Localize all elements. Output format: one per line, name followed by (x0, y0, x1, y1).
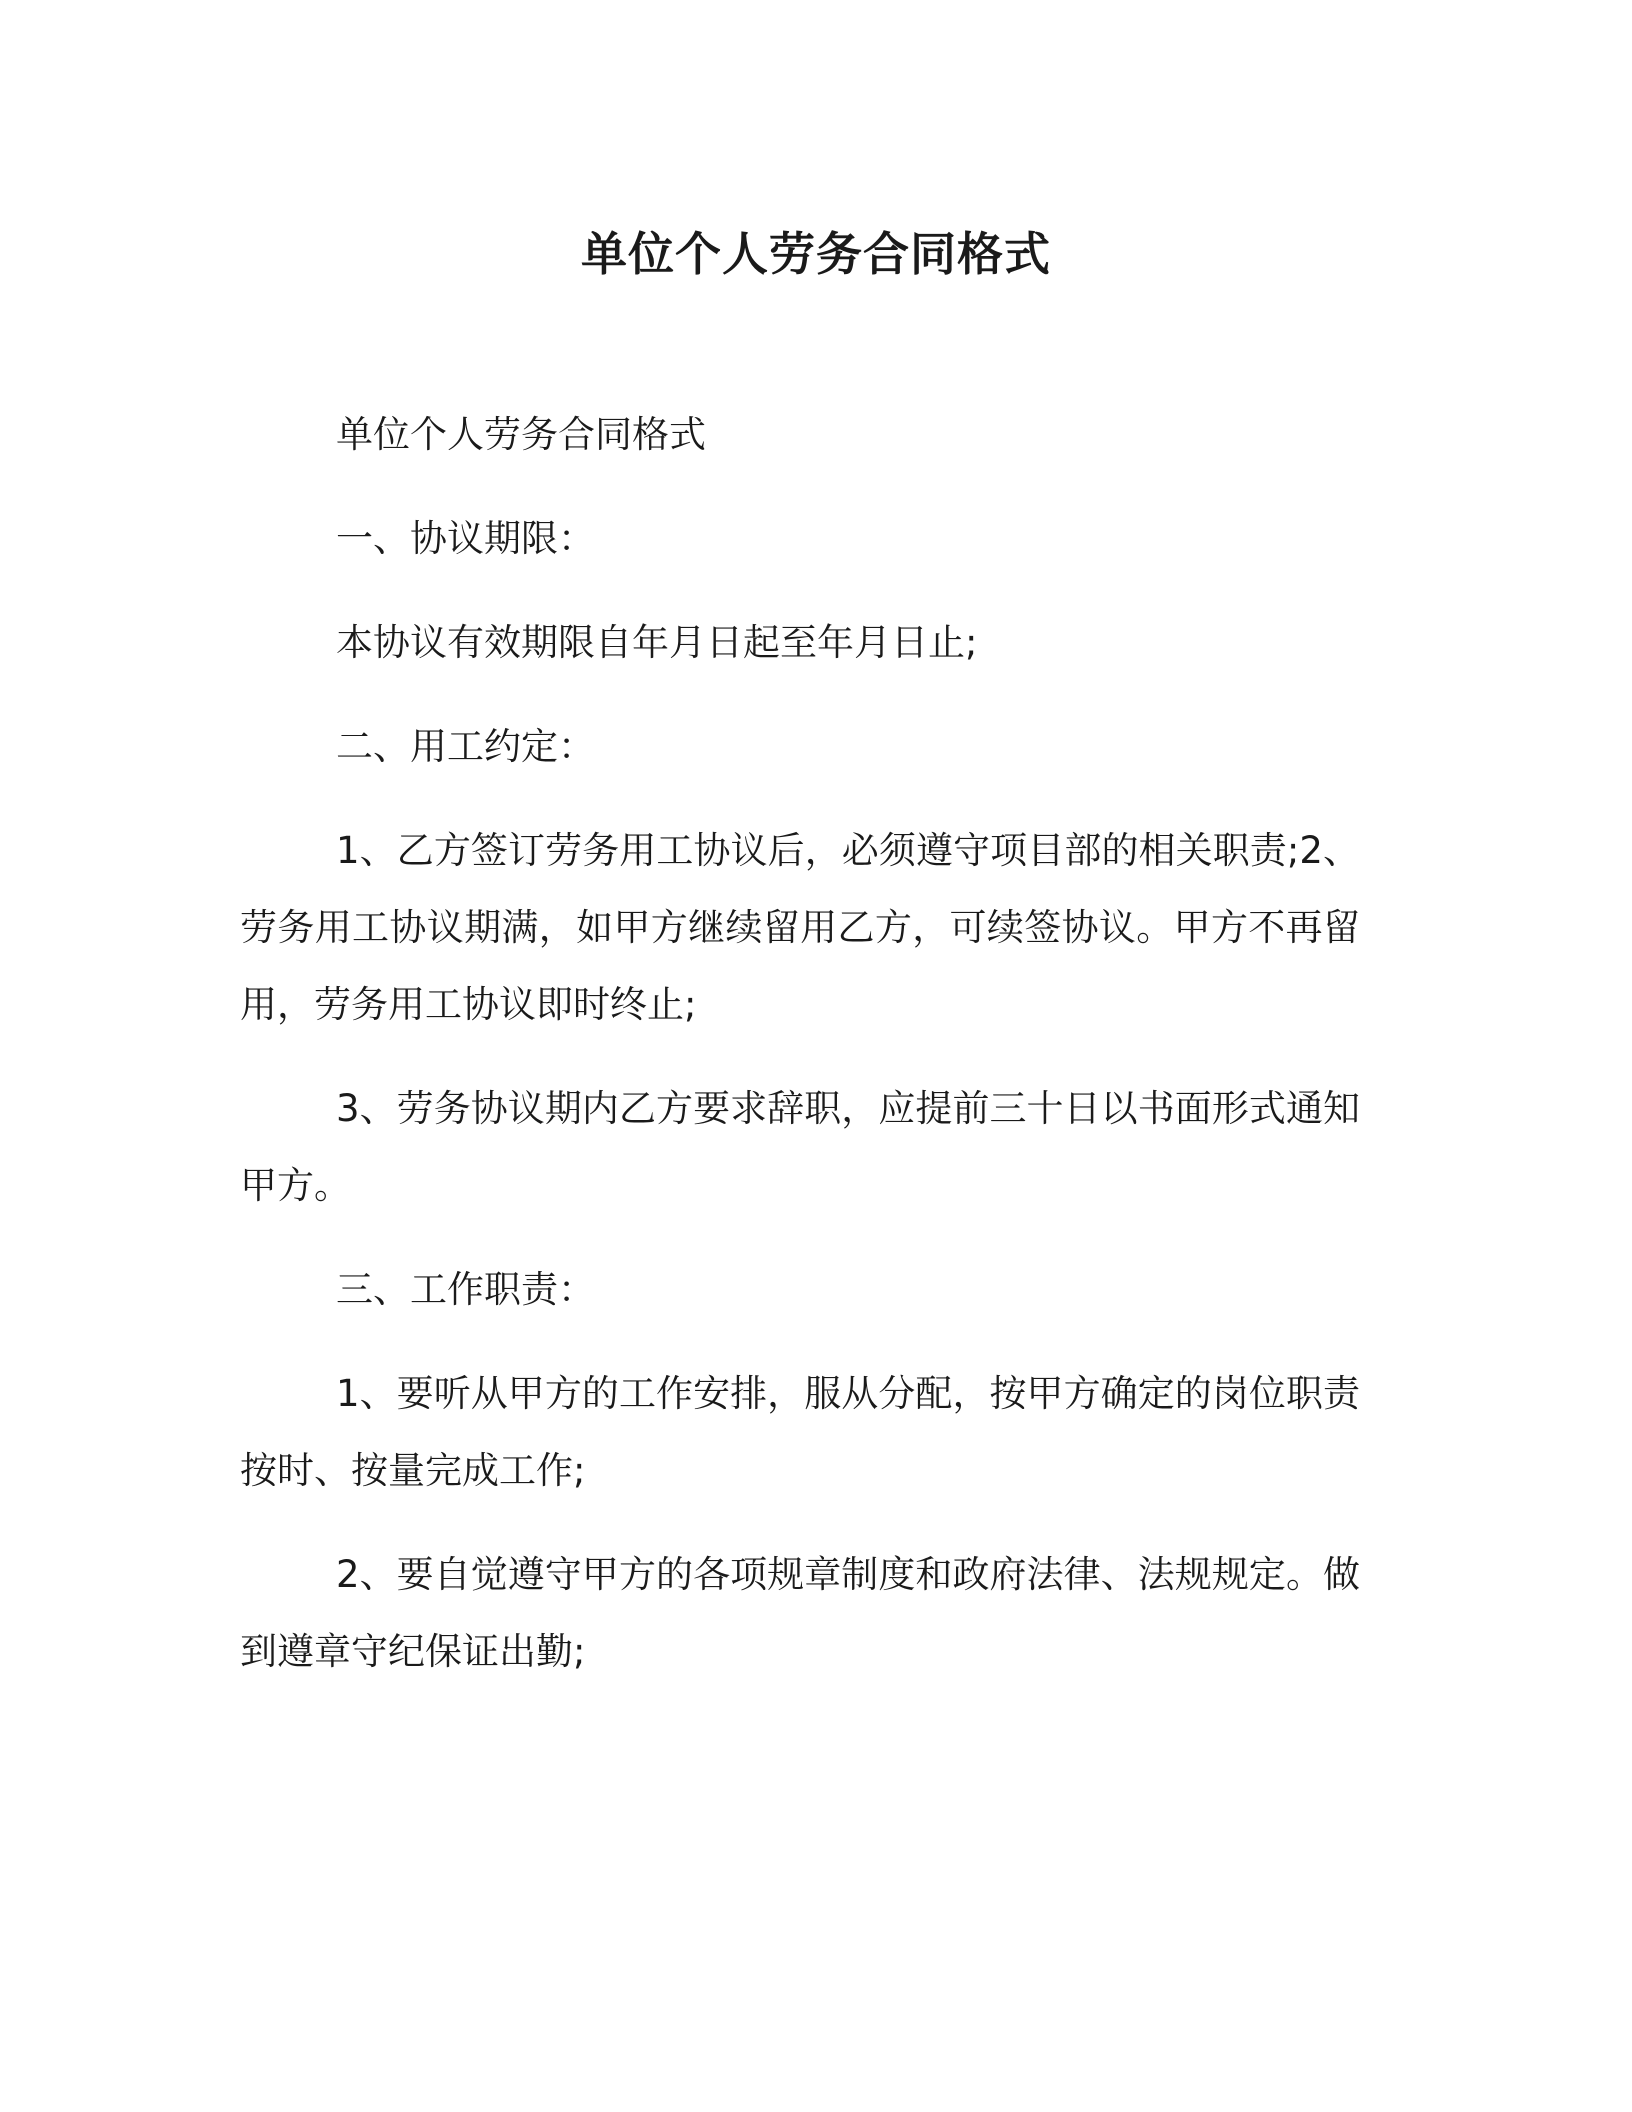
paragraph-employment-3: 3、劳务协议期内乙方要求辞职，应提前三十日以书面形式通知甲方。 (240, 1087, 1360, 1207)
paragraph-term: 本协议有效期限自年月日起至年月日止; (336, 621, 978, 664)
document-title: 单位个人劳务合同格式 (581, 227, 1051, 281)
section-heading-duties: 三、工作职责： (336, 1268, 595, 1311)
paragraph-heading: 单位个人劳务合同格式 (336, 413, 706, 456)
document-body (240, 396, 1360, 1717)
section-heading-term: 一、协议期限： (336, 517, 595, 560)
section-heading-employment: 二、用工约定： (336, 725, 595, 768)
paragraph-employment-1: 1、乙方签订劳务用工协议后，必须遵守项目部的相关职责;2、劳务用工协议期满，如甲方继续留用乙方，可续签协议。甲方不再留用，劳务用工协议即时终止; (240, 829, 1360, 1026)
paragraph-duties-1: 1、要听从甲方的工作安排，服从分配，按甲方确定的岗位职责按时、按量完成工作; (240, 1372, 1360, 1492)
paragraph-duties-2: 2、要自觉遵守甲方的各项规章制度和政府法律、法规规定。做到遵章守纪保证出勤; (240, 1553, 1360, 1673)
